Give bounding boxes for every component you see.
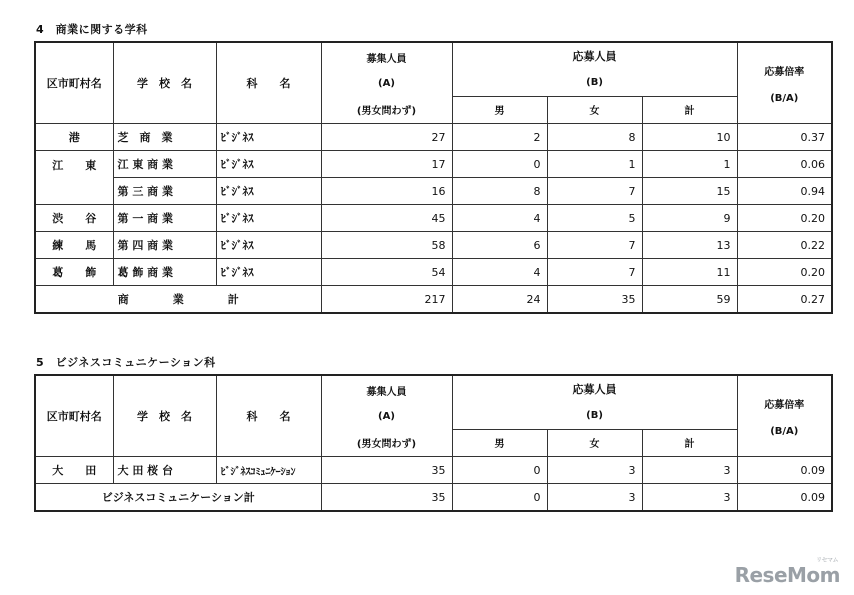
cell-school: 葛 飾 商 業 xyxy=(113,259,216,286)
total-female: 3 xyxy=(547,484,642,512)
cell-total: 11 xyxy=(642,259,737,286)
header-ratio-sub: (B/A) xyxy=(770,425,799,437)
header-applicants-b: (B) xyxy=(452,402,737,429)
header-recruit-a: (A) xyxy=(378,410,395,422)
resemom-logo xyxy=(734,557,840,587)
cell-school: 大 田 桜 台 xyxy=(113,457,216,484)
cell-female: 5 xyxy=(547,205,642,232)
business-communication-table xyxy=(34,374,833,512)
table-row xyxy=(35,178,832,205)
cell-ratio: 0.20 xyxy=(737,205,832,232)
header-female: 女 xyxy=(547,429,642,456)
cell-course: ﾋﾞｼﾞﾈｽｺﾐｭﾆｹｰｼｮﾝ xyxy=(216,457,321,484)
total-total: 59 xyxy=(642,286,737,314)
header-applicants-b: (B) xyxy=(452,69,737,96)
cell-total: 1 xyxy=(642,151,737,178)
total-ratio: 0.27 xyxy=(737,286,832,314)
cell-male: 0 xyxy=(452,457,547,484)
cell-ratio: 0.37 xyxy=(737,124,832,151)
commerce-table xyxy=(34,41,833,314)
cell-recruit: 27 xyxy=(321,124,452,151)
cell-school: 第 三 商 業 xyxy=(113,178,216,205)
cell-school: 江 東 商 業 xyxy=(113,151,216,178)
header-male: 男 xyxy=(452,96,547,123)
total-recruit: 217 xyxy=(321,286,452,314)
header-recruit-note: (男女問わず) xyxy=(356,438,417,450)
cell-male: 8 xyxy=(452,178,547,205)
cell-male: 4 xyxy=(452,205,547,232)
total-ratio: 0.09 xyxy=(737,484,832,512)
header-district: 区市町村名 xyxy=(35,375,113,457)
cell-recruit: 16 xyxy=(321,178,452,205)
cell-female: 1 xyxy=(547,151,642,178)
total-label: ビジネスコミュニケーション計 xyxy=(35,484,321,512)
cell-male: 6 xyxy=(452,232,547,259)
cell-district: 練 馬 xyxy=(35,232,113,259)
cell-ratio: 0.09 xyxy=(737,457,832,484)
section-title: 4 商業に関する学科 xyxy=(36,23,148,36)
header-course: 科 名 xyxy=(216,42,321,124)
total-row xyxy=(35,484,832,512)
header-recruit-a: (A) xyxy=(378,77,395,89)
header-applicants: 応募人員 xyxy=(452,42,737,69)
header-total: 計 xyxy=(642,429,737,456)
total-female: 35 xyxy=(547,286,642,314)
header-ratio-title: 応募倍率 xyxy=(764,66,805,78)
cell-female: 7 xyxy=(547,259,642,286)
table-row xyxy=(35,232,832,259)
header-ratio xyxy=(737,42,832,124)
cell-male: 0 xyxy=(452,151,547,178)
logo-text: ReseMom xyxy=(734,563,840,587)
header-total: 計 xyxy=(642,96,737,123)
cell-total: 15 xyxy=(642,178,737,205)
section-title: 5 ビジネスコミュニケーション科 xyxy=(36,356,216,369)
total-male: 0 xyxy=(452,484,547,512)
header-recruit xyxy=(321,375,452,457)
cell-recruit: 17 xyxy=(321,151,452,178)
cell-course: ﾋﾞｼﾞﾈｽ xyxy=(216,124,321,151)
cell-male: 2 xyxy=(452,124,547,151)
cell-recruit: 35 xyxy=(321,457,452,484)
cell-district: 渋 谷 xyxy=(35,205,113,232)
cell-total: 3 xyxy=(642,457,737,484)
cell-ratio: 0.20 xyxy=(737,259,832,286)
header-school: 学 校 名 xyxy=(113,42,216,124)
cell-course: ﾋﾞｼﾞﾈｽ xyxy=(216,232,321,259)
header-male: 男 xyxy=(452,429,547,456)
total-row xyxy=(35,286,832,314)
cell-female: 7 xyxy=(547,232,642,259)
logo-sub: リセマム xyxy=(816,557,838,564)
cell-district: 江 東 xyxy=(35,151,113,205)
header-female: 女 xyxy=(547,96,642,123)
header-recruit xyxy=(321,42,452,124)
total-male: 24 xyxy=(452,286,547,314)
cell-recruit: 45 xyxy=(321,205,452,232)
cell-ratio: 0.94 xyxy=(737,178,832,205)
header-school: 学 校 名 xyxy=(113,375,216,457)
cell-total: 9 xyxy=(642,205,737,232)
cell-male: 4 xyxy=(452,259,547,286)
header-ratio-sub: (B/A) xyxy=(770,92,799,104)
header-ratio-title: 応募倍率 xyxy=(764,399,805,411)
cell-course: ﾋﾞｼﾞﾈｽ xyxy=(216,178,321,205)
header-course: 科 名 xyxy=(216,375,321,457)
total-total: 3 xyxy=(642,484,737,512)
header-recruit-title: 募集人員 xyxy=(366,53,407,65)
cell-course: ﾋﾞｼﾞﾈｽ xyxy=(216,205,321,232)
cell-course: ﾋﾞｼﾞﾈｽ xyxy=(216,259,321,286)
table-row xyxy=(35,457,832,484)
cell-ratio: 0.22 xyxy=(737,232,832,259)
cell-district: 港 xyxy=(35,124,113,151)
cell-district: 葛 飾 xyxy=(35,259,113,286)
cell-course: ﾋﾞｼﾞﾈｽ xyxy=(216,151,321,178)
cell-total: 13 xyxy=(642,232,737,259)
cell-district: 大 田 xyxy=(35,457,113,484)
header-district: 区市町村名 xyxy=(35,42,113,124)
cell-total: 10 xyxy=(642,124,737,151)
header-recruit-title: 募集人員 xyxy=(366,386,407,398)
header-applicants: 応募人員 xyxy=(452,375,737,402)
header-recruit-note: (男女問わず) xyxy=(356,105,417,117)
cell-female: 8 xyxy=(547,124,642,151)
cell-ratio: 0.06 xyxy=(737,151,832,178)
cell-female: 7 xyxy=(547,178,642,205)
header-ratio xyxy=(737,375,832,457)
cell-school: 第 四 商 業 xyxy=(113,232,216,259)
cell-school: 第 一 商 業 xyxy=(113,205,216,232)
cell-recruit: 54 xyxy=(321,259,452,286)
table-row xyxy=(35,151,832,178)
cell-recruit: 58 xyxy=(321,232,452,259)
cell-school: 芝 商 業 xyxy=(113,124,216,151)
cell-female: 3 xyxy=(547,457,642,484)
table-row xyxy=(35,205,832,232)
total-label: 商 業 計 xyxy=(35,286,321,314)
table-row xyxy=(35,259,832,286)
table-row xyxy=(35,124,832,151)
total-recruit: 35 xyxy=(321,484,452,512)
